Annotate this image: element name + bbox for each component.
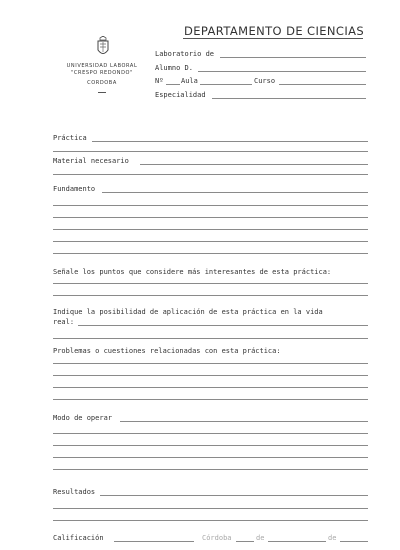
writing-line[interactable]	[53, 433, 368, 434]
year-field[interactable]	[340, 541, 368, 542]
numero-label: Nº	[155, 77, 164, 85]
de-label-2: de	[328, 534, 337, 542]
modo-field[interactable]	[120, 421, 368, 422]
aula-label: Aula	[181, 77, 198, 85]
writing-line[interactable]	[53, 338, 368, 339]
calificacion-field[interactable]	[114, 541, 194, 542]
especialidad-field[interactable]	[212, 98, 366, 99]
writing-line[interactable]	[53, 508, 368, 509]
writing-line[interactable]	[53, 445, 368, 446]
institution-line-2: "CRESPO REDONDO"	[71, 70, 133, 76]
writing-line[interactable]	[53, 241, 368, 242]
coat-of-arms-icon	[96, 36, 110, 58]
curso-label: Curso	[254, 77, 276, 85]
department-underline	[183, 38, 363, 39]
material-label: Material necesario	[53, 157, 129, 165]
writing-line[interactable]	[53, 399, 368, 400]
problemas-label: Problemas o cuestiones relacionadas con esta práctica:	[53, 347, 281, 355]
writing-line[interactable]	[53, 253, 368, 254]
aula-field[interactable]	[200, 84, 252, 85]
day-field[interactable]	[236, 541, 254, 542]
indique-label-2: real:	[53, 318, 75, 326]
writing-line[interactable]	[53, 205, 368, 206]
writing-line[interactable]	[53, 375, 368, 376]
fundamento-label: Fundamento	[53, 185, 96, 193]
indique-label-1: Indique la posibilidad de aplicación de esta práctica en la vida	[53, 308, 323, 316]
institution-line-1: UNIVERSIDAD LABORAL	[66, 63, 138, 69]
writing-line[interactable]	[53, 174, 368, 175]
indique-field[interactable]	[78, 325, 368, 326]
fundamento-field[interactable]	[102, 192, 368, 193]
writing-line[interactable]	[53, 283, 368, 284]
resultados-label: Resultados	[53, 488, 96, 496]
writing-line[interactable]	[53, 295, 368, 296]
writing-line[interactable]	[53, 387, 368, 388]
de-label-1: de	[256, 534, 265, 542]
calificacion-label: Calificación	[53, 534, 104, 542]
cordoba-label: Córdoba	[202, 534, 232, 542]
especialidad-label: Especialidad	[155, 91, 206, 99]
writing-line[interactable]	[53, 363, 368, 364]
writing-line[interactable]	[53, 217, 368, 218]
institution-dash	[98, 92, 106, 93]
curso-field[interactable]	[279, 84, 366, 85]
month-field[interactable]	[268, 541, 326, 542]
numero-field[interactable]	[166, 84, 180, 85]
modo-label: Modo de operar	[53, 414, 113, 422]
material-field[interactable]	[140, 164, 368, 165]
department-title: DEPARTAMENTO DE CIENCIAS	[184, 24, 365, 38]
laboratorio-field[interactable]	[220, 57, 366, 58]
resultados-field[interactable]	[100, 495, 368, 496]
senale-label: Señale los puntos que considere más interesantes de esta práctica:	[53, 268, 332, 276]
writing-line[interactable]	[53, 457, 368, 458]
writing-line[interactable]	[53, 520, 368, 521]
alumno-label: Alumno D.	[155, 64, 193, 72]
practica-field[interactable]	[92, 141, 368, 142]
writing-line[interactable]	[53, 469, 368, 470]
laboratorio-label: Laboratorio de	[155, 50, 215, 58]
writing-line[interactable]	[53, 151, 368, 152]
writing-line[interactable]	[53, 229, 368, 230]
alumno-field[interactable]	[198, 71, 366, 72]
institution-line-3: CORDOBA	[87, 80, 117, 86]
practica-label: Práctica	[53, 134, 87, 142]
